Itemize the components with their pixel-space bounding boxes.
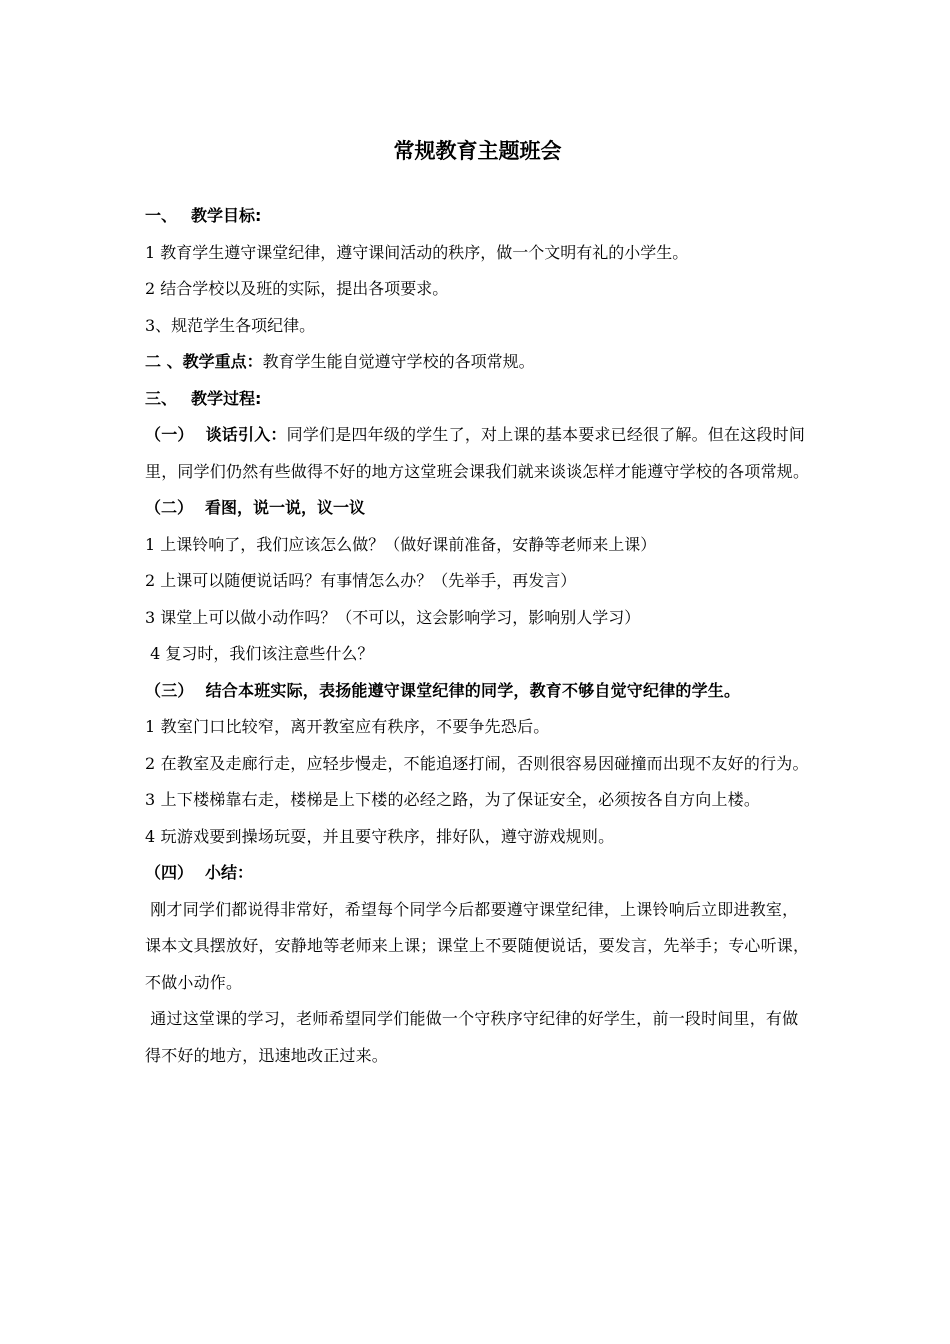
list-item: 3 上下楼梯靠右走，楼梯是上下楼的必经之路，为了保证安全，必须按各自方向上楼。 [145,790,761,809]
part-label: （二） [145,498,194,517]
list-item: 2 上课可以随便说话吗？有事情怎么办？（先举手，再发言） [145,571,577,590]
list-item: 3、规范学生各项纪律。 [145,315,316,335]
part-heading: 谈话引入： [205,425,287,444]
section-heading-process [145,381,810,418]
part-label: （四） [145,863,194,882]
part-heading-summary [145,855,810,892]
list-item: 1 教育学生遵守课堂纪律，遵守课间活动的秩序，做一个文明有礼的小学生。 [145,242,689,262]
part-intro [145,417,810,490]
part-heading-class [145,673,810,710]
part-text: 同学们是四年级的学生了，对上课的基本要求已经很了解。但在这段时间里，同学们仍然有些做得不好的地方这堂班会课我们就来谈谈怎样才能遵守学校的各项常规。 [145,425,810,481]
summary-paragraph: 刚才同学们都说得非常好，希望每个同学今后都要遵守课堂纪律，上课铃响后立即进教室，课本文具摆放好，安静地等老师来上课；课堂上不要随便说话，要发言，先举手；专心听课，不做小动作。 [145,899,810,992]
list-item: 3 课堂上可以做小动作吗？（不可以，这会影响学习，影响别人学习） [145,607,641,627]
part-heading: 看图，说一说，议一议 [205,498,366,517]
section-heading-objectives [145,198,810,235]
list-item: 2 结合学校以及班的实际，提出各项要求。 [145,279,449,298]
section-heading-focus [145,344,810,381]
section-text: 教育学生能自觉遵守学校的各项常规。 [262,352,535,371]
part-label: （一） [145,425,194,444]
list-item: 2 在教室及走廊行走，应轻步慢走，不能追逐打闹，否则很容易因碰撞而出现不友好的行为。 [145,753,809,773]
document-title: 常规教育主题班会 [393,139,562,163]
part-label: （三） [145,680,194,700]
section-title: 教学过程: [191,388,262,408]
summary-paragraph: 通过这堂课的学习，老师希望同学们能做一个守秩序守纪律的好学生，前一段时间里，有做得不好的地方，迅速地改正过来。 [145,1009,799,1065]
list-item: 4 玩游戏要到操场玩耍，并且要守秩序，排好队，遵守游戏规则。 [145,826,615,846]
section-title: 教学目标: [191,206,262,225]
document-page [145,130,810,1074]
list-item: 1 上课铃响了，我们应该怎么做？（做好课前准备，安静等老师来上课） [145,534,657,554]
section-number: 三、 [145,388,178,408]
part-heading-discuss [145,490,810,527]
list-item: 1 教室门口比较窄，离开教室应有秩序，不要争先恐后。 [145,717,550,736]
part-heading: 小结： [205,863,254,882]
section-label: 二 、教学重点： [145,352,263,371]
section-number: 一、 [145,206,178,225]
part-heading: 结合本班实际，表扬能遵守课堂纪律的同学，教育不够自觉守纪律的学生。 [205,680,741,700]
list-item: 4 复习时，我们该注意些什么？ [145,644,374,663]
